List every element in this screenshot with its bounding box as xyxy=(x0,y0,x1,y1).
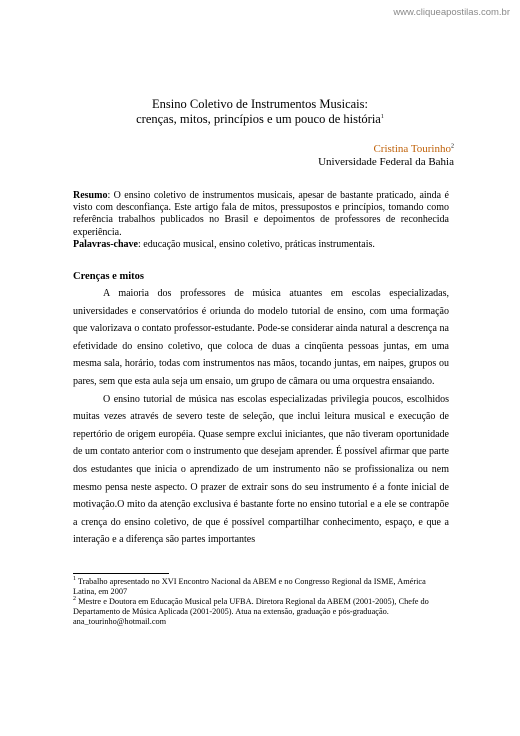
body-paragraph: A maioria dos professores de música atuantes em escolas especializadas, universidades e conservatórios é oriunda do modelo tutorial de ensino, com uma formação que valorizava o contato professor-estudante. Pode-se considerar ainda natural a descrença na efetividade do ensino coletivo, que coloca de duas a cinqüenta pessoas juntas, em uma mesma sala, horário, todas com instrumentos nas mãos, tocando juntas, em naipes, grupos ou pares, sem que esta aula seja um ensaio, um grupo de câmara ou uma orquestra ensaiando. xyxy=(73,288,449,387)
abstract-block xyxy=(73,190,449,251)
footnote-2-text: Mestre e Doutora em Educação Musical pela UFBA. Diretora Regional da ABEM (2001-2005), Chefe do Departamento de Música Aplicada (2001-2005). Atua na extensão, graduação e pós-graduação. xyxy=(73,597,429,616)
title-line-1: Ensino Coletivo de Instrumentos Musicais: xyxy=(152,97,368,111)
body-paragraph: O ensino tutorial de música nas escolas especializadas privilegia poucos, escolhidos muitas vezes através de severo teste de seleção, que inclui leitura musical e execução de repertório de origem européia. Quase sempre exclui iniciantes, que não tiveram oportunidade de um contato anterior com o instrumento que desejam aprender. É possível afirmar que parte dos estudantes que inicia o aprendizado de um instrumento não se profissionaliza ou nem mesmo pensa neste aspecto. O prazer de extrair sons do seu instrumento é a fonte inicial de motivação.O mito da atenção exclusiva é bastante forte no ensino tutorial e a ele se contrapõe a crença do ensino coletivo, de que é possível compartilhar conhecimento, espaço, e que a interação e a diferença são partes importantes xyxy=(73,393,449,546)
footnotes-block xyxy=(73,577,449,627)
title-line-2 xyxy=(0,112,520,127)
section-heading: Crenças e mitos xyxy=(73,271,144,282)
footnote-1 xyxy=(73,577,449,597)
author-name-line xyxy=(318,143,454,156)
footnote-divider xyxy=(73,573,169,574)
footnote-2 xyxy=(73,597,449,617)
footnote-2-mark: 2 xyxy=(73,596,76,603)
footnote-1-text: Trabalho apresentado no XVI Encontro Nacional da ABEM e no Congresso Regional da ISME, América Latina, em 2007 xyxy=(73,577,426,596)
title-line-2-text: crenças, mitos, princípios e um pouco de história xyxy=(136,112,381,126)
keywords-text: : educação musical, ensino coletivo, práticas instrumentais. xyxy=(138,238,375,250)
author-affiliation: Universidade Federal da Bahia xyxy=(318,156,454,168)
author-footnote-mark: 2 xyxy=(451,143,454,150)
keywords-label: Palavras-chave xyxy=(73,238,138,250)
author-block xyxy=(318,143,454,169)
title-footnote-mark: 1 xyxy=(380,113,384,120)
author-email xyxy=(73,617,449,627)
section-crencas-e-mitos xyxy=(73,270,449,549)
author-email-text: ana_tourinho@hotmail.com xyxy=(73,617,167,626)
keywords-paragraph xyxy=(73,239,449,251)
abstract-label: Resumo xyxy=(73,190,108,201)
abstract-text: : O ensino coletivo de instrumentos musicais, apesar de bastante praticado, ainda é visto com desconfiança. Este artigo fala de mitos, pressupostos e princípios, tomando como referência trabalhos publicados no Brasil e depoimentos de professores de reconhecida experiência. xyxy=(73,190,449,238)
paper-title xyxy=(0,97,520,127)
author-name: Cristina Tourinho xyxy=(373,143,451,155)
watermark-url: www.cliqueapostilas.com.br xyxy=(393,7,510,18)
abstract-paragraph xyxy=(73,190,449,239)
footnote-1-mark: 1 xyxy=(73,576,76,583)
